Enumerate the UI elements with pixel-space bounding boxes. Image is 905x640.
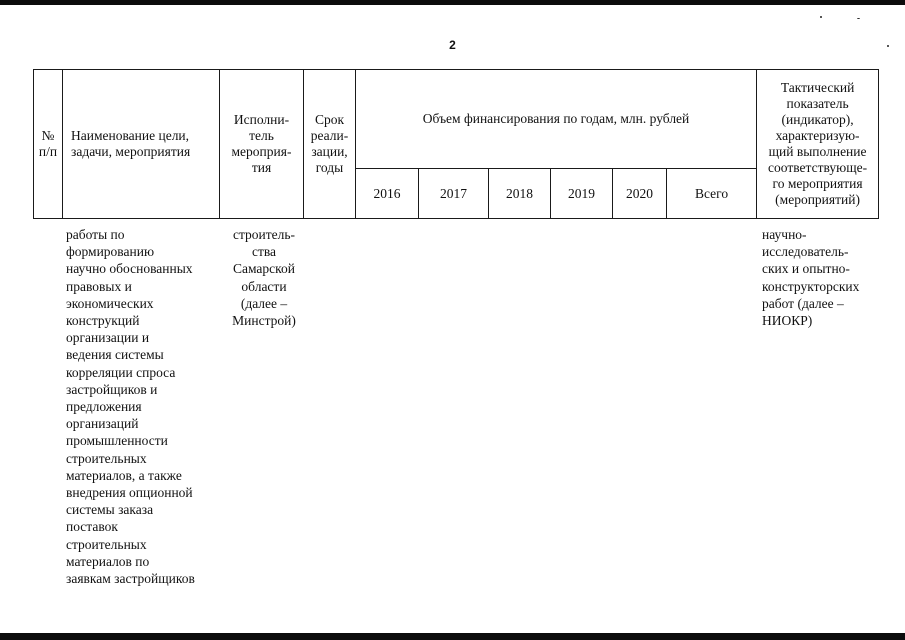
row-indicator-text: научно- исследователь- ских и опытно- конструкторских работ (далее – НИОКР) [762, 227, 860, 329]
row-name-text: работы по формированию научно обоснованных правовых и экономических конструкций организации и ведения системы корреляции спроса застройщиков и предложения организаций промышленности строительных материалов, а также внедрения опционной системы заказа поставок строительных материалов по заявкам застройщиков [66, 227, 195, 587]
header-executor: Исполни- тель мероприя- тия [220, 70, 304, 219]
header-indicator: Тактический показатель (индикатор), характеризую- щий выполнение соответствующе- го мероприятия (мероприятий) [757, 70, 879, 219]
scan-speck [820, 16, 822, 18]
scan-border-top [0, 0, 905, 5]
row-executor-text: строитель- ства Самарской области (далее – Минстрой) [232, 227, 296, 329]
header-year-2017: 2017 [419, 169, 489, 219]
header-year-2018: 2018 [489, 169, 551, 219]
header-name: Наименование цели, задачи, мероприятия [63, 70, 220, 219]
header-year-2016: 2016 [356, 169, 419, 219]
scan-border-bottom [0, 633, 905, 640]
scan-speck [857, 18, 860, 19]
header-financing: Объем финансирования по годам, млн. рублей [356, 70, 757, 169]
program-table [33, 69, 879, 219]
page-number: 2 [449, 38, 456, 52]
header-year-2019: 2019 [551, 169, 613, 219]
header-term: Срок реали- зации, годы [304, 70, 356, 219]
header-total: Всего [667, 169, 757, 219]
header-num: № п/п [34, 70, 63, 219]
header-year-2020: 2020 [613, 169, 667, 219]
